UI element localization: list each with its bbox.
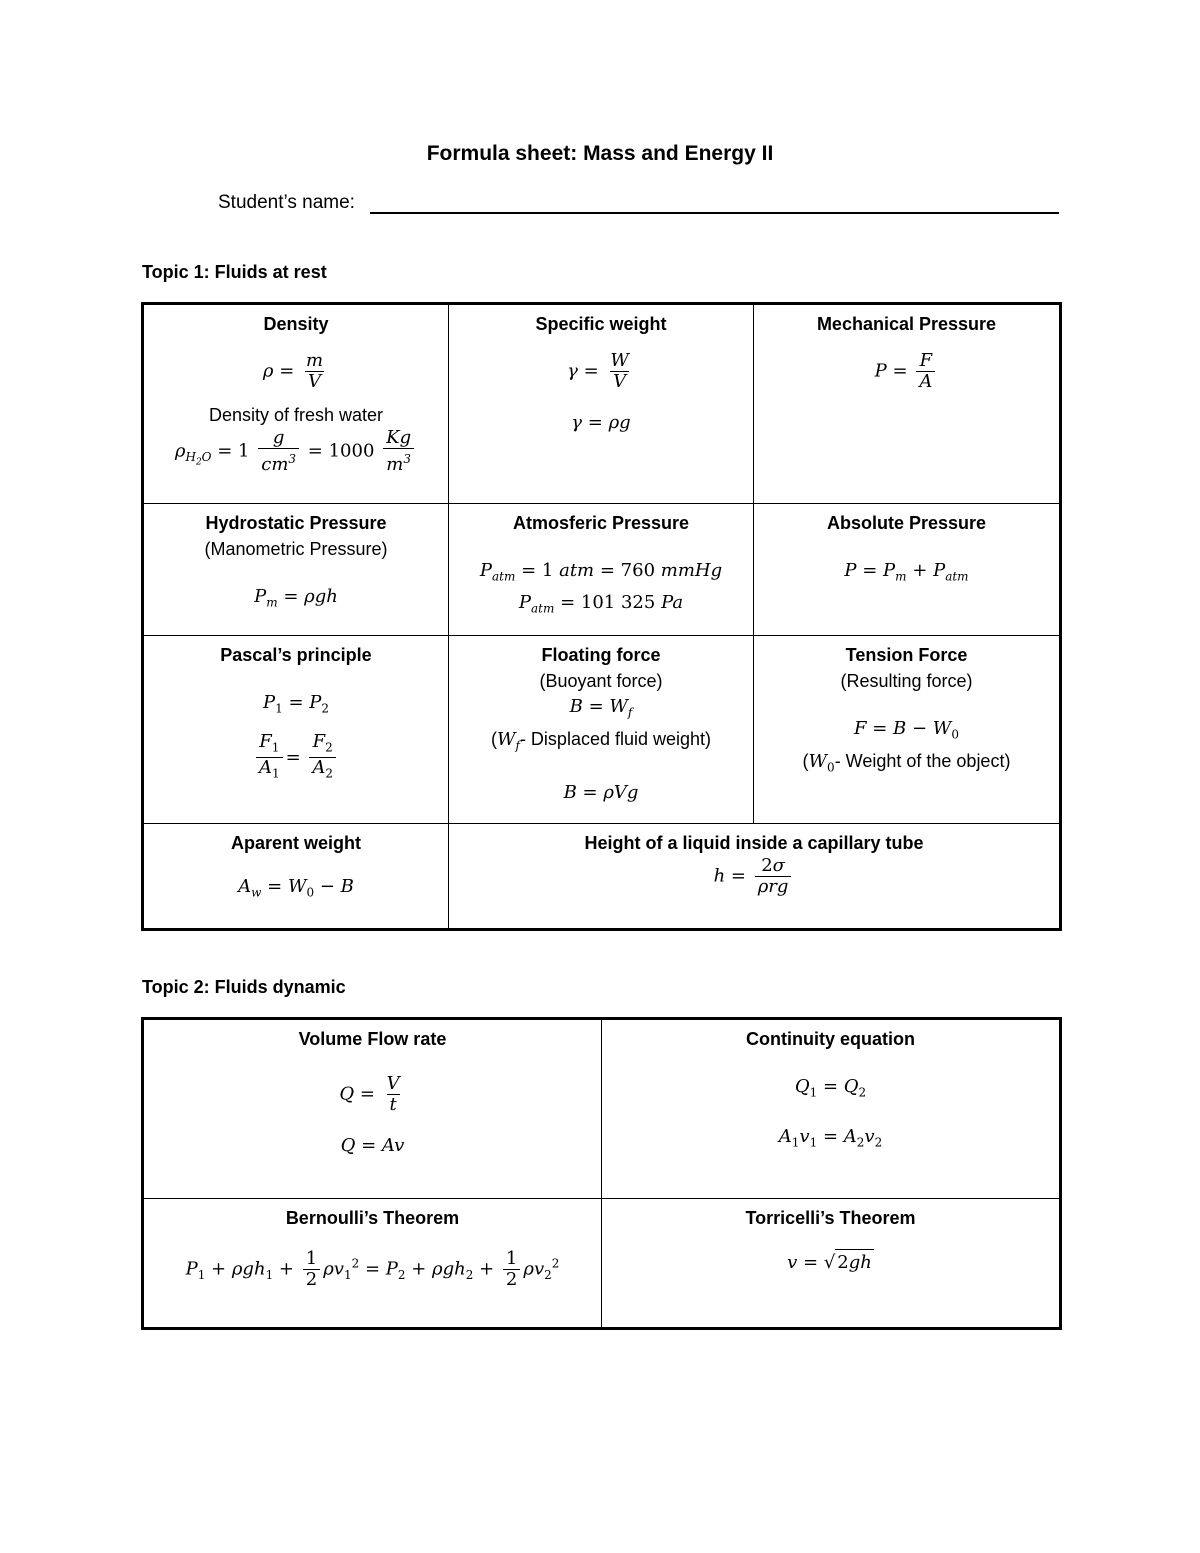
continuity-formula: $Q_1 = Q_2$ — [794, 1076, 867, 1100]
volume-flow-cell — [143, 1019, 602, 1199]
density-note: Density of fresh water — [208, 405, 384, 425]
specific-weight-cell — [449, 304, 754, 504]
hydrostatic-cell — [143, 504, 449, 636]
hydrostatic-title: Hydrostatic Pressure — [205, 513, 387, 533]
torricelli-cell — [602, 1199, 1061, 1329]
bernoulli-cell — [143, 1199, 602, 1329]
floating-note-text: - Displaced fluid weight) — [519, 728, 712, 749]
atmospheric-formula: $P_{atm} = 1$ atm = 760 mmHg — [479, 560, 723, 584]
topic-1-heading: Topic 1: Fluids at rest — [142, 262, 327, 282]
floating-cell — [449, 636, 754, 824]
mechanical-pressure-title: Mechanical Pressure — [816, 314, 997, 334]
water-density-formula: $\rho_{H_2O} = 1$ $\frac{g}{cm^3}$ = 1000 $\frac{Kg}{m^3}$ — [148, 428, 444, 475]
page-title: Formula sheet: Mass and Energy II — [426, 142, 774, 165]
hydrostatic-formula: $P_m = \rho gh$ — [254, 586, 338, 610]
absolute-cell — [754, 504, 1061, 636]
hydrostatic-subtitle: (Manometric Pressure) — [204, 539, 388, 559]
apparent-weight-cell — [143, 824, 449, 930]
volume-flow-formula: Q = $\frac{V}{t}$ — [339, 1073, 400, 1115]
continuity-formula-2: $A_1v_1 = A_2v_2$ — [778, 1125, 883, 1150]
density-formula: ρ = $\frac{m}{V}$ — [262, 350, 324, 392]
tension-cell — [754, 636, 1061, 824]
apparent-weight-title: Aparent weight — [230, 833, 361, 853]
floating-formula: $B = W_f$ — [569, 696, 633, 720]
floating-subtitle: (Buoyant force) — [539, 671, 663, 691]
mechanical-pressure-formula: P = $\frac{F}{A}$ — [758, 351, 1055, 392]
continuity-cell — [602, 1019, 1061, 1199]
atmospheric-formula-2: $P_{atm} = 101$ 325 Pa — [518, 591, 684, 616]
topic-1-table — [141, 302, 1062, 931]
topic-2-heading: Topic 2: Fluids dynamic — [142, 977, 346, 997]
capillary-cell — [449, 824, 1061, 930]
capillary-formula: h = $\frac{2\sigma}{\text{ρrg}}$ — [453, 856, 1055, 897]
torricelli-title: Torricelli’s Theorem — [745, 1208, 916, 1228]
pascal-title: Pascal’s principle — [220, 645, 372, 665]
density-cell — [143, 304, 449, 504]
volume-flow-formula-2: Q = Av — [340, 1135, 405, 1156]
bernoulli-formula: $P_1 + \rho gh_1$ + $\frac{1}{2}$ $\rho v_1^2 = P_2 + \rho gh_2$ + $\frac{1}{2}$ $\rho v_2^2$ — [185, 1248, 560, 1290]
pascal-cell — [143, 636, 449, 824]
floating-formula-2: B = ρVg — [563, 782, 639, 804]
density-title: Density — [263, 314, 329, 334]
tension-formula: $F = B - W_0$ — [854, 718, 959, 742]
pascal-formula-2: $\frac{F_1}{A_1}$ = $\frac{F_2}{A_2}$ — [148, 732, 444, 784]
specific-weight-formula: γ = $\frac{W}{V}$ — [567, 350, 629, 392]
specific-weight-formula-2: γ = ρg — [571, 412, 631, 433]
student-name-field[interactable] — [370, 212, 1059, 214]
tension-subtitle: (Resulting force) — [840, 671, 973, 691]
continuity-title: Continuity equation — [746, 1029, 915, 1049]
capillary-title: Height of a liquid inside a capillary tube — [584, 833, 924, 853]
pascal-formula: $P_1 = P_2$ — [262, 692, 330, 716]
absolute-title: Absolute Pressure — [826, 513, 987, 533]
tension-note: ($W_0-$ Weight of the object) — [802, 750, 1011, 775]
bernoulli-title: Bernoulli’s Theorem — [285, 1208, 460, 1228]
volume-flow-title: Volume Flow rate — [298, 1029, 447, 1049]
tension-note-text: - Weight of the object) — [834, 750, 1011, 771]
floating-note: ($W_f-$ Displaced fluid weight) — [490, 728, 712, 753]
torricelli-formula: v = √ 2gh — [606, 1249, 1055, 1276]
floating-title: Floating force — [541, 645, 661, 665]
topic-2-table — [141, 1017, 1062, 1330]
tension-title: Tension Force — [845, 645, 968, 665]
mechanical-pressure-cell — [754, 304, 1061, 504]
apparent-weight-formula: $A_w = W_0 - B$ — [238, 876, 354, 900]
student-name-label: Student’s name: — [218, 192, 355, 213]
specific-weight-title: Specific weight — [535, 314, 667, 334]
atmospheric-cell — [449, 504, 754, 636]
absolute-formula: $P = P_m + P_{atm}$ — [844, 560, 969, 584]
atmospheric-title: Atmosferic Pressure — [512, 513, 690, 533]
